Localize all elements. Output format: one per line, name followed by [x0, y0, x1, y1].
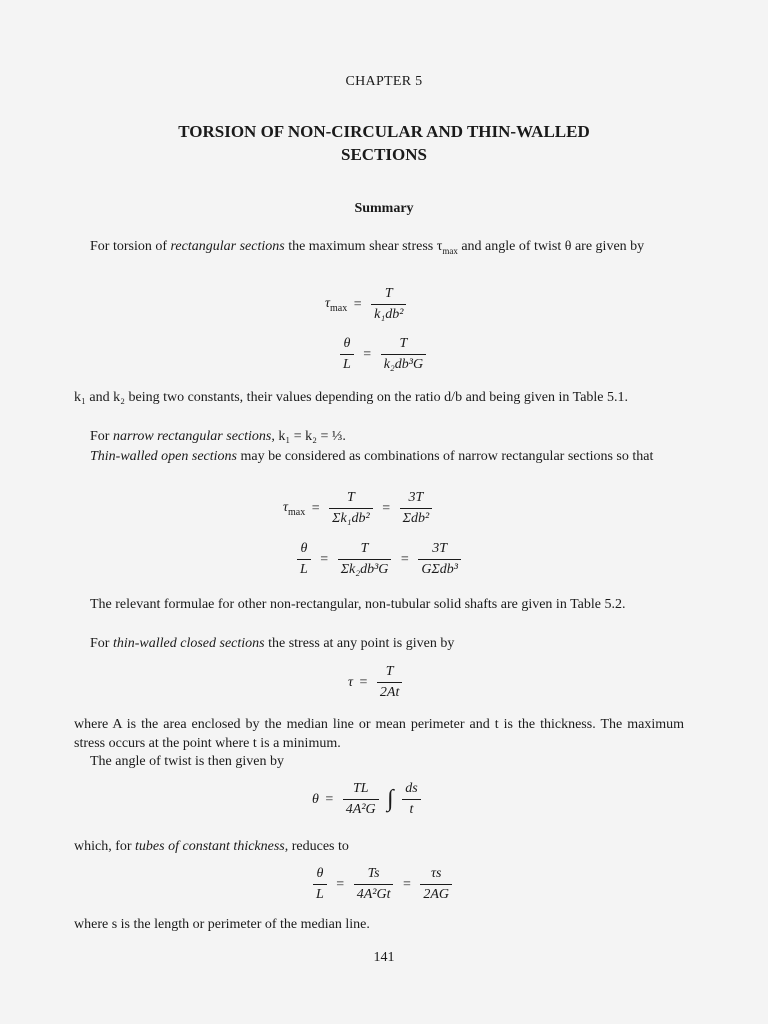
paragraph-8: The angle of twist is then given by — [90, 754, 285, 769]
section-heading: Summary — [354, 201, 414, 216]
eq7-lhs-fraction: $\frac{\theta}{L}$ — [313, 866, 327, 903]
paragraph-10: where s is the length or perimeter of the median line. — [74, 917, 370, 932]
equation-4 — [294, 541, 464, 578]
p1-text-b: the maximum shear stress τ — [284, 239, 443, 254]
eq7-equals-2: = — [402, 876, 411, 892]
eq3-equals-2: = — [382, 500, 391, 516]
eq1-equals: = — [353, 296, 362, 312]
eq5-equals: = — [359, 674, 368, 690]
eq2-fraction: $\frac{T}{\text{k₂db³G}}$ — [381, 336, 426, 373]
eq3-fraction-1: $\frac{T}{\text{Σk₁db²}}$ — [329, 490, 373, 527]
eq3-fraction-2: $\frac{3T}{\text{Σdb²}}$ — [400, 490, 433, 527]
p3-emphasis: narrow rectangular sections — [112, 429, 272, 444]
title-line-1: TORSION OF NON-CIRCULAR AND THIN-WALLED — [178, 122, 590, 141]
eq7-fraction-2: $\frac{\tau s}{2AG}$ — [420, 866, 452, 903]
p4-emphasis: Thin-walled open sections — [90, 449, 237, 464]
equation-3 — [283, 490, 435, 527]
p6-emphasis: thin-walled closed sections — [112, 636, 265, 651]
p1-text-c: and angle of twist θ are given by — [457, 239, 645, 254]
equation-1 — [325, 286, 409, 323]
eq4-fraction-1: $\frac{T}{\text{Σk₂db³G}}$ — [338, 541, 392, 578]
eq1-lhs: $\tau_{max}$ — [325, 295, 348, 314]
paragraph-1 — [74, 237, 684, 261]
p1-emphasis: rectangular sections — [170, 239, 285, 254]
p9-emphasis: tubes of constant thickness — [135, 839, 285, 854]
p1-subscript: max — [442, 245, 458, 256]
eq4-equals: = — [320, 551, 329, 567]
page-number: 141 — [373, 950, 395, 965]
eq6-fraction-2: $\frac{ds}{t}$ — [402, 781, 420, 818]
eq5-lhs: τ — [348, 674, 354, 690]
eq3-lhs: $\tau_{max}$ — [283, 499, 306, 518]
paragraph-2: k₁ and k₂ being two constants, their values depending on the ratio d/b and being given in Table 5.1. — [74, 390, 629, 405]
page-title — [0, 120, 768, 166]
p1-text-a: For torsion of — [90, 239, 171, 254]
eq6-lhs: θ — [312, 791, 319, 807]
equation-5 — [348, 664, 405, 701]
eq2-lhs-fraction: $\frac{\theta}{L}$ — [340, 336, 354, 373]
paragraph-4: Thin-walled open sections may be considered as combinations of narrow rectangular sections so that — [90, 449, 654, 464]
eq2-equals: = — [363, 346, 372, 362]
eq5-fraction: $\frac{T}{2At}$ — [377, 664, 402, 701]
equation-7 — [310, 866, 455, 903]
eq7-fraction-1: $\frac{Ts}{\text{4A²Gt}}$ — [354, 866, 394, 903]
integral-sign: ∫ — [387, 786, 394, 812]
paragraph-5: The relevant formulae for other non-rectangular, non-tubular solid shafts are given in Table 5.2. — [90, 597, 626, 612]
eq3-equals: = — [311, 500, 320, 516]
equation-2 — [337, 336, 429, 373]
eq6-equals: = — [325, 791, 334, 807]
eq1-fraction: $\frac{T}{\text{k₁db²}}$ — [371, 286, 406, 323]
eq4-equals-2: = — [400, 551, 409, 567]
eq4-fraction-2: $\frac{3T}{\text{GΣdb³}}$ — [418, 541, 461, 578]
equation-6 — [312, 781, 424, 818]
paragraph-6: For thin-walled closed sections the stress at any point is given by — [90, 636, 455, 651]
paragraph-9: which, for tubes of constant thickness, reduces to — [74, 839, 349, 854]
paragraph-3: For narrow rectangular sections, k₁ = k₂ = ⅓. — [90, 429, 346, 444]
paragraph-7: where A is the area enclosed by the median line or mean perimeter and t is the thickness. The maximum stress occurs at the point where t is a minimum. — [74, 717, 684, 751]
eq4-lhs-fraction: $\frac{\theta}{L}$ — [297, 541, 311, 578]
eq6-fraction-1: $\frac{TL}{\text{4A²G}}$ — [343, 781, 379, 818]
eq7-equals: = — [336, 876, 345, 892]
chapter-label: CHAPTER 5 — [345, 74, 423, 89]
title-line-2: SECTIONS — [341, 145, 427, 164]
